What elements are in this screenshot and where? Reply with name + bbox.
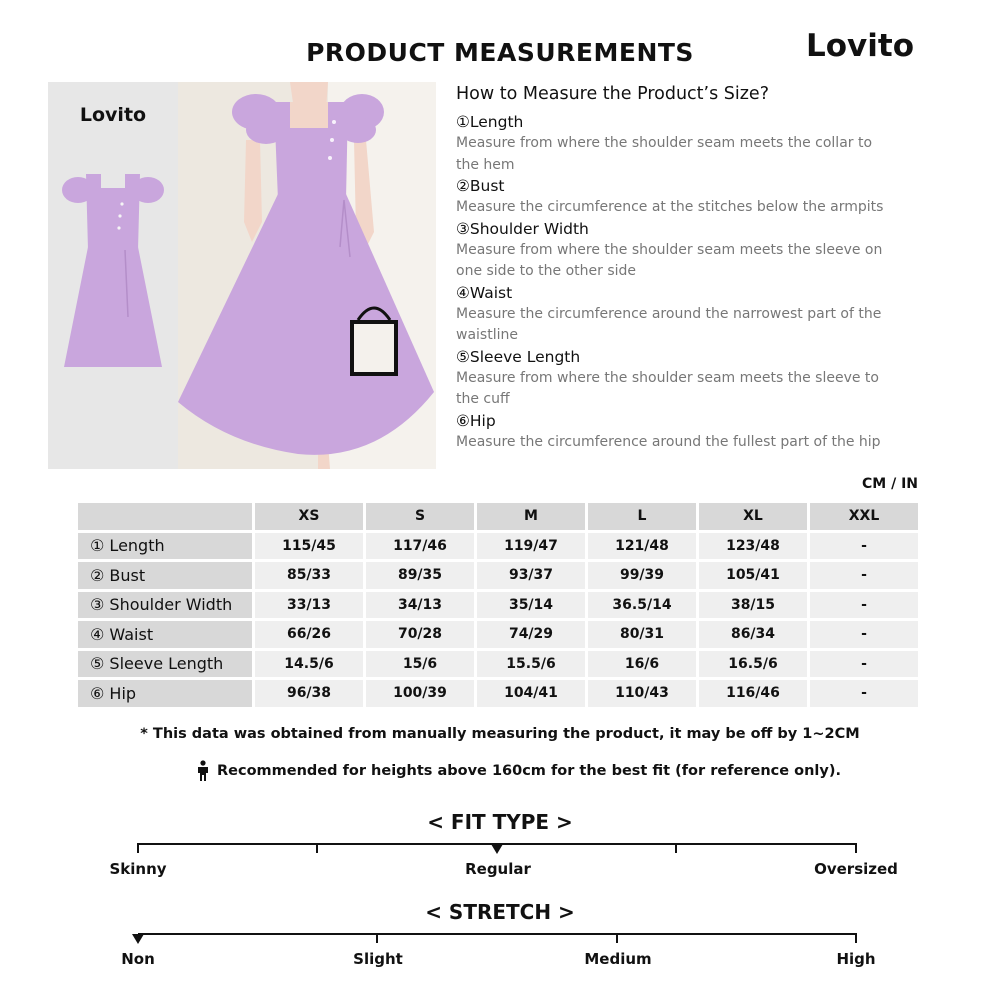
table-cell: 86/34: [699, 621, 807, 648]
table-corner: [78, 503, 252, 530]
table-cell: -: [810, 592, 918, 619]
size-header-row: [78, 503, 918, 530]
fit-type-tick: [137, 843, 139, 853]
table-cell: 105/41: [699, 562, 807, 589]
stretch-label-high: High: [836, 950, 876, 968]
stretch-label-medium: Medium: [584, 950, 652, 968]
instruction-name: ②Bust: [456, 177, 505, 195]
table-cell: 80/31: [588, 621, 696, 648]
table-cell: 115/45: [255, 533, 363, 560]
table-row: [78, 592, 918, 619]
stretch-label-slight: Slight: [353, 950, 403, 968]
product-model-image: [178, 82, 436, 469]
table-cell: 104/41: [477, 680, 585, 707]
instruction-desc: Measure the circumference at the stitches below the armpits: [456, 199, 884, 215]
size-table: [75, 500, 921, 710]
fit-type-tick: [855, 843, 857, 853]
instruction-sleeve-length: [456, 347, 886, 411]
instruction-hip: [456, 411, 886, 454]
table-cell: 14.5/6: [255, 651, 363, 678]
row-label: ③ Shoulder Width: [78, 592, 252, 619]
table-cell: -: [810, 651, 918, 678]
instruction-waist: [456, 283, 886, 347]
fit-type-label-skinny: Skinny: [109, 860, 167, 878]
stretch-tick: [376, 933, 378, 943]
table-cell: 15.5/6: [477, 651, 585, 678]
measurement-disclaimer: * This data was obtained from manually measuring the product, it may be off by 1~2CM: [140, 726, 860, 742]
table-cell: 119/47: [477, 533, 585, 560]
instruction-name: ④Waist: [456, 283, 513, 302]
table-cell: 34/13: [366, 592, 474, 619]
fit-type-label-oversized: Oversized: [814, 860, 898, 878]
stretch-marker-icon: [132, 934, 144, 944]
stretch-tick: [855, 933, 857, 943]
image-brand-logo: Lovito: [79, 104, 147, 126]
instruction-name: ⑥Hip: [456, 411, 496, 430]
fit-type-title: < FIT TYPE >: [427, 810, 573, 834]
person-icon: [195, 760, 211, 782]
table-cell: 35/14: [477, 592, 585, 619]
table-row: [78, 651, 918, 678]
table-cell: 121/48: [588, 533, 696, 560]
table-cell: 74/29: [477, 621, 585, 648]
table-row: [78, 680, 918, 707]
stretch-line: [138, 933, 857, 935]
instruction-name: ③Shoulder Width: [456, 219, 589, 238]
table-cell: -: [810, 562, 918, 589]
table-cell: 70/28: [366, 621, 474, 648]
table-row: [78, 533, 918, 560]
row-label: ② Bust: [78, 562, 252, 589]
table-row: [78, 562, 918, 589]
table-cell: 117/46: [366, 533, 474, 560]
instruction-desc: Measure from where the shoulder seam meets the sleeve on one side to the other side: [456, 241, 883, 279]
table-cell: 66/26: [255, 621, 363, 648]
instructions-heading: How to Measure the Product’s Size?: [456, 84, 769, 104]
table-cell: 116/46: [699, 680, 807, 707]
table-cell: 99/39: [588, 562, 696, 589]
instruction-bust: [456, 176, 886, 219]
table-cell: 110/43: [588, 680, 696, 707]
model-illustration: [178, 82, 436, 469]
stretch-tick: [616, 933, 618, 943]
instruction-name: ①Length: [456, 113, 524, 131]
size-header: XXL: [810, 503, 918, 530]
size-header: S: [366, 503, 474, 530]
size-header: XL: [699, 503, 807, 530]
table-cell: 15/6: [366, 651, 474, 678]
instruction-desc: Measure the circumference around the fullest part of the hip: [456, 433, 881, 450]
table-cell: 16.5/6: [699, 651, 807, 678]
instruction-desc: Measure from where the shoulder seam meets the collar to the hem: [456, 135, 873, 173]
fit-type-marker-icon: [491, 844, 503, 854]
row-label: ④ Waist: [78, 621, 252, 648]
fit-type-tick: [316, 843, 318, 853]
instruction-name: ⑤Sleeve Length: [456, 347, 581, 366]
table-cell: 16/6: [588, 651, 696, 678]
size-header: XS: [255, 503, 363, 530]
table-cell: 38/15: [699, 592, 807, 619]
page-title: PRODUCT MEASUREMENTS: [306, 38, 694, 67]
instruction-desc: Measure the circumference around the narrowest part of the waistline: [456, 305, 882, 343]
measure-instructions: [456, 84, 886, 453]
dress-flat-illustration: [48, 82, 178, 469]
table-cell: 33/13: [255, 592, 363, 619]
table-cell: 85/33: [255, 562, 363, 589]
table-cell: 36.5/14: [588, 592, 696, 619]
table-cell: 89/35: [366, 562, 474, 589]
table-cell: 100/39: [366, 680, 474, 707]
size-header: M: [477, 503, 585, 530]
instruction-shoulder-width: [456, 219, 886, 283]
table-cell: -: [810, 533, 918, 560]
table-cell: 123/48: [699, 533, 807, 560]
stretch-label-non: Non: [121, 950, 155, 968]
size-header: L: [588, 503, 696, 530]
table-row: [78, 621, 918, 648]
stretch-title: < STRETCH >: [425, 900, 575, 924]
height-recommendation: [195, 760, 841, 782]
unit-label: CM / IN: [862, 476, 918, 492]
recommendation-text: Recommended for heights above 160cm for the best fit (for reference only).: [217, 763, 841, 779]
fit-type-tick: [675, 843, 677, 853]
fit-type-label-regular: Regular: [465, 860, 531, 878]
table-cell: -: [810, 680, 918, 707]
row-label: ⑤ Sleeve Length: [78, 651, 252, 678]
product-flat-image: [48, 82, 178, 469]
instruction-length: [456, 112, 886, 176]
table-cell: 96/38: [255, 680, 363, 707]
table-cell: 93/37: [477, 562, 585, 589]
table-cell: -: [810, 621, 918, 648]
brand-logo: Lovito: [806, 28, 915, 64]
row-label: ⑥ Hip: [78, 680, 252, 707]
instruction-desc: Measure from where the shoulder seam meets the sleeve to the cuff: [456, 369, 879, 407]
row-label: ① Length: [78, 533, 252, 560]
